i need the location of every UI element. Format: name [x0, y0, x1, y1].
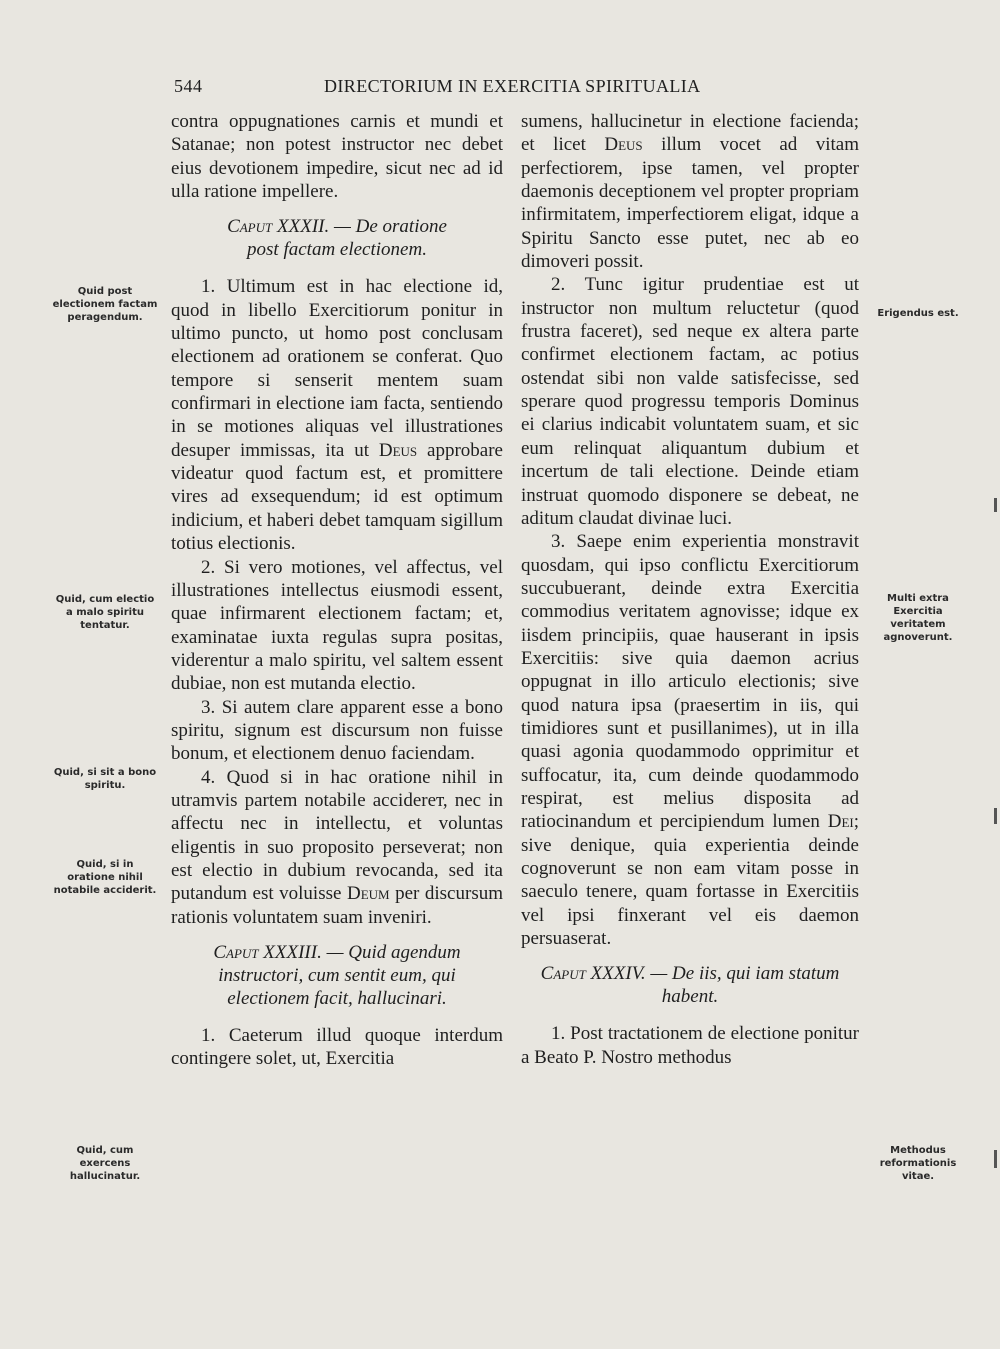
chapter-number: XXXIII.: [263, 942, 322, 963]
caput-word: Caput: [540, 963, 586, 985]
caput-word: Caput: [227, 216, 273, 238]
chapter-title: — De iis, qui iam statum habent.: [645, 963, 840, 1008]
page-number: 544: [174, 76, 203, 96]
page-edge-mark: [994, 808, 997, 824]
paragraph: 2. Tunc igitur prudentiae est ut instructor non multum reluctetur (quod frustra faceret), sed neque ex altera parte confirmet electionem factam, ac potius ostendat sibi non valde satisfecisse, sed sperare quod progressu temporis Dominus ei clarius indicabit voluntatem suam, et sic eum relinquat aliquantum dubium et incertum de tali electione. Deinde etiam instruat quomodo disponere se debeat, ne aditum claudat divinae luci.: [521, 274, 859, 529]
paragraph: [171, 766, 503, 929]
paragraph-text: sumens, hallucinetur in electione facienda; et licet: [521, 111, 859, 156]
paragraph: 3. Si autem clare apparent esse a bono spiritu, signum est discursum non fuisse bonum, et electionem denuo faciendam.: [171, 696, 503, 765]
paragraph: [171, 275, 503, 555]
paragraph: 1. Caeterum illud quoque interdum contingere solet, ut, Exercitia: [171, 1025, 503, 1070]
chapter-heading-34: [521, 962, 859, 1008]
paragraph-text: 1. Ultimum est in hac electione id, quod in libello Exercitiorum ponitur in ultimo puncto, ut homo post conclusam electionem ad orationem se conferat. Quo tempore si senserit mentem suam confirmari in electione iam facta, sentiendo in se motiones aliquas vel illustrationes desuper immissas, ita ut: [171, 276, 503, 461]
paragraph-text: approbare videatur quod factum est, et promittere vires ad exsequendum; id est optimum indicium, et haberi debet tamquam sigillum totius electionis.: [171, 439, 503, 555]
paragraph-text: illum vocet ad vitam perfectiorem, ipse tamen, vel propter daemonis deceptionem vel propter propriam infirmitatem, imperfectiorem eligat, idque a Spiritu Sancto esse putet, nec ab eo dimoveri possit.: [521, 134, 860, 273]
paragraph: 1. Post tractationem de electione ponitur a Beato P. Nostro methodus: [521, 1023, 859, 1068]
deus-word: Deus: [604, 134, 643, 156]
deum-word: Deum: [346, 883, 390, 905]
chapter-title: — Quid agendum instructori, cum sentit eum, qui electionem facit, hallucinari.: [218, 942, 461, 1009]
margin-note: Multi extra Exercitia veritatem agnoverunt.: [883, 593, 953, 643]
margin-note: Erigendus est.: [877, 308, 959, 319]
paragraph-text: ; sive denique, quia experientia deinde cognoverunt se non eam vitam posse in saeculo tenere, quam fortasse in Exercitiis vel ipsi finxerant vel eis daemon persuaserat.: [521, 811, 859, 950]
chapter-title-line2: post factam electionem.: [247, 239, 427, 261]
margin-note: Quid, si in oratione nihil notabile acciderit.: [53, 859, 157, 896]
paragraph-text: per discursum rationis voluntatem suam inveniri.: [171, 883, 503, 928]
left-text-column: [171, 110, 503, 1071]
page-edge-mark: [994, 1150, 997, 1168]
caput-word: Caput: [213, 942, 259, 963]
chapter-number: XXXIV.: [590, 963, 646, 985]
paragraph-text: 3. Saepe enim experientia monstravit quosdam, qui ipso conflictu Exercitiorum succubuerant, deinde extra Exercitia commodius veritatem agnovisse; idque ex iisdem principiis, quae hauserant in ipsis Exercitiis: sive quia daemon acrius oppugnat in illo articulo electionis; sive quod natura ipsa (praesertim in iis, qui timidiores sunt et pusillanimes), ut in illa quasi agonia quodammodo opprimitur et suffocatur, ita, cum deinde quodammodo respirat, est melius disposita ad ratiocinandum et percipiendum lumen: [521, 531, 859, 833]
running-title: DIRECTORIUM IN EXERCITIA SPIRITUALIA: [324, 76, 701, 96]
chapter-heading-32: [171, 215, 503, 261]
paragraph: [521, 530, 859, 950]
margin-note: Quid, cum electio a malo spiritu tentatur.: [55, 594, 155, 631]
margin-note: Quid post electionem factam peragendum.: [52, 286, 158, 323]
paragraph: [521, 110, 859, 273]
margin-note: Quid, si sit a bono spiritu.: [53, 767, 157, 791]
dei-word: Dei: [827, 811, 854, 833]
paragraph: 2. Si vero motiones, vel affectus, vel illustrationes intellectus eiusmodi essent, quae infirmarent electionem factam; et, examinatae iuxta regulas supra positas, viderentur a malo spiritu, vel saltem essent dubiae, non est mutanda electio.: [171, 556, 503, 695]
deus-word: Deus: [378, 439, 418, 461]
margin-note: Quid, cum exercens hallucinatur.: [69, 1145, 141, 1182]
chapter-number: XXXII.: [277, 216, 330, 238]
page-edge-mark: [994, 498, 997, 512]
right-text-column: [521, 110, 859, 1069]
paragraph-text: 4. Quod si in hac oratione nihil in utramvis partem notabile acciderет, nec in affectu nec in intellectu, et voluntas eligentis in suo proposito perseverat; non est electio in dubium revocanda, sed ita putandum est voluisse: [171, 766, 503, 905]
chapter-title: — De oratione: [329, 216, 447, 238]
paragraph: contra oppugnationes carnis et mundi et Satanae; non potest instructor nec debet eius devotionem impedire, sicut nec ad id ulla ratione impellere.: [171, 111, 503, 203]
chapter-heading-33: [171, 941, 503, 1010]
margin-note: Methodus reformationis vitae.: [879, 1145, 957, 1182]
